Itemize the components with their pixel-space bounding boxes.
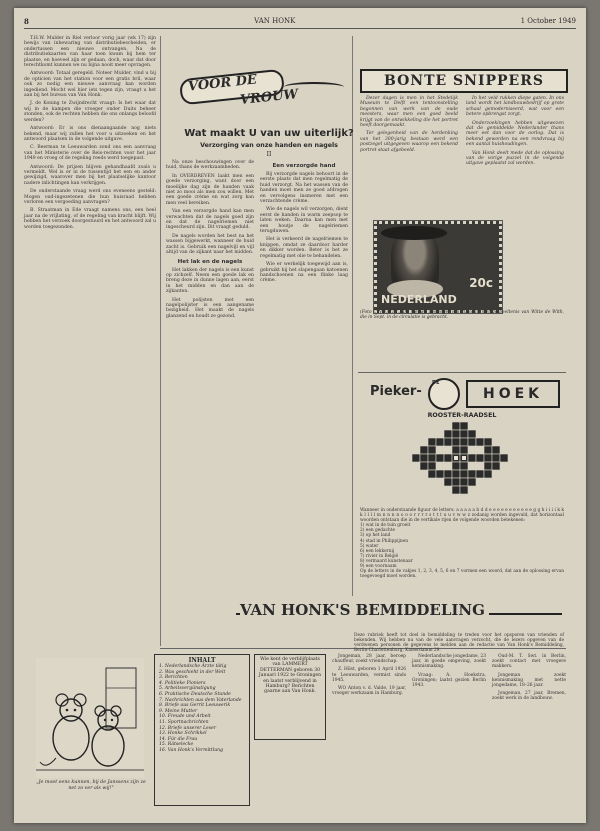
bemiddeling-entry: Z. Hilst, geboren 1 April 1926 te Leeuwarden, vermist sinds 1945. xyxy=(332,667,406,683)
contents-item: 8. Briefe aus Gerrit Leeuwerik xyxy=(159,703,231,709)
bonte-column-1 xyxy=(360,96,458,216)
contents-item: 12. Briefe unserer Leser xyxy=(159,725,217,731)
puzzle-clue: 4) stad in Philippijnen xyxy=(360,538,408,544)
left-paragraph: B. Straatman in Ede vraagt namens ons, een heel jaar na de vrijlating, of de regeling van kracht blijft. Wij hebben het verzoek doorgestuurd en het antwoord zal u worden toegezonden. xyxy=(24,208,156,230)
article-paragraph: Bij verzorgde nagels behoort in de eerste plaats dat men regelmatig de huid verzorgt. Na het wassen van de handen moet men ze goed afdrogen en vervolgens insmeren met een verzachtende crème. xyxy=(260,172,348,205)
logo-line-1: VOOR DE xyxy=(187,72,258,95)
puzzle-footer: Op de letters in de vakjes 1, 2, 3, 4, 5, 6 en 7 vormen een woord, dat aan de oplossing ervan toegevoegd moet worden. xyxy=(360,569,564,580)
article-column-2 xyxy=(260,160,348,646)
bemiddeling-entry: Nederlandsche jongedame, 23 jaar, in goede omgeving, zoekt kennismaking. xyxy=(412,654,486,670)
article-paragraph: In OVERDREVEN laakt men een goede verzorging, want door een moeilijke dag zijn de handen vaak niet zo mooi als men zou willen. Met een goede crème en wat zorg kan men veel bereiken. xyxy=(166,173,254,206)
puzzle-clue: 8) vermaard kunstenaar xyxy=(360,558,413,564)
bemiddeling-intro xyxy=(354,633,564,653)
contents-item: 15. Rätselecke xyxy=(159,742,194,748)
newspaper-page xyxy=(14,8,586,823)
bemiddeling-banner xyxy=(236,599,566,631)
puzzle-clue: 2) een gedachte xyxy=(360,528,396,534)
issue-date: 1 October 1949 xyxy=(520,17,576,25)
contents-item: 3. Berichten xyxy=(159,675,188,681)
mice-cartoon xyxy=(36,658,144,778)
left-paragraph: Antwoord: De prijzen blijven gehandhaafd zoals u vermeldt. Wel is er in de tussentijd het een en ander gewijzigd, waarover men bij het plaatselijke kantoor nadere inlichtingen kan verkrijgen. xyxy=(24,164,156,186)
contents-item: 9. Meine Mutter xyxy=(159,708,198,714)
left-paragraph: J. de Koning te Zwijndrecht vraagt: Is het waar dat wij in de kampen die vroeger onder Duits beheer stonden, ook de rechten hebben die ons onlangs beloofd werden? xyxy=(24,101,156,123)
bonte-paragraph: Ter gelegenheid van de herdenking van het 300-jarig bestaan werd een postzegel uitgegeven waarop een bekend portret staat afgebeeld. xyxy=(360,131,458,153)
logo-line-2: VROUW xyxy=(239,87,299,108)
rooster-puzzle-grid xyxy=(410,422,510,506)
bemiddeling-entry: Vraag: A. Hoekstra, Groningen; laatst gezien Berlin 1943. xyxy=(412,672,486,689)
pieker-badge-text: DE xyxy=(432,380,440,386)
bonte-paragraph: In het veld rukken diepe gaten. In ons land wordt het landbouwbedrijf op grote schaal gemoderniseerd, wat voor een betere opbrengst zorgt. xyxy=(466,96,564,118)
page-number: 8 xyxy=(24,16,29,26)
article-title: Wat maakt U van uw uiterlijk? xyxy=(184,128,354,139)
bemiddeling-entry: WO Anton v. d. Valde, 19 jaar, vroeger werkzaam in Hamburg. xyxy=(332,686,406,697)
cartoon-caption: „Je moet eens kunnen, bij de Janssens zijn ze net zo ver als wij!" xyxy=(36,780,146,791)
puzzle-clue: 6) een lekkernij xyxy=(360,548,395,554)
bemiddeling-column-1 xyxy=(332,654,406,814)
article-part-number: II xyxy=(266,151,272,158)
contents-item: 16. Van Honk's Vermittlung xyxy=(159,747,224,753)
bemiddeling-column-3 xyxy=(492,654,566,814)
bemiddeling-entry: Oud-M. T. Swt. in Berlin, zoekt contact met vroegere makkers. xyxy=(492,654,566,670)
article-paragraph: Het is verkeerd de nagelriemen te knippen, omdat ze daardoor harder en dikker worden. Beter is het ze regelmatig met olie te behandelen. xyxy=(260,237,348,259)
bemiddeling-entry: Jongeman zoekt kennismaking met nette jongedame, 18–26 jaar. xyxy=(492,672,566,689)
column-rule xyxy=(352,36,353,596)
bemiddeling-intro-text: Deze rubriek heeft tot doel in bemiddeling te treden voor het opsporen van vrienden of bekenden. Wij hebben nu van de vele aanvragen verzocht, die de lezers opgeven van de verdwenen personen de gegevens te melden aan de redactie van Van Honk's Bemiddeling, Beriin-Charlottenburg, Kaiserdamm 29. xyxy=(354,633,564,653)
column-rule xyxy=(160,36,161,646)
contents-item: 2. Was geschieht in der Welt xyxy=(159,669,226,675)
article-subtitle: Verzorging van onze handen en nagels xyxy=(200,142,338,149)
puzzle-instructions xyxy=(360,508,564,594)
voor-de-vrouw-logo xyxy=(174,68,354,110)
article-paragraph: Van een verzorgde hand kan men verwachten dat de nagels goed zijn en dat de nagelriemen niet ingescheurd zijn. Dit vraagt geduld. xyxy=(166,209,254,231)
left-column xyxy=(24,36,156,642)
postage-stamp-image xyxy=(374,221,502,313)
stamp-value: 20c xyxy=(469,276,493,290)
article-paragraph: Het polijsten met een nagelpolijster is een aangename bezigheid. Het maakt de nagels glanzend en houdt ze gezond. xyxy=(166,297,254,319)
contents-item: 1. Nederlandsche Ärzte tätig xyxy=(159,664,227,669)
masthead: VAN HONK xyxy=(254,17,296,25)
section-rule xyxy=(358,372,566,373)
contents-item: 11. Sportnachrichten xyxy=(159,719,209,725)
contents-item: 13. Honke Schrikkel xyxy=(159,731,207,737)
left-paragraph: T.H.W. Mulder in Riel verloor vorig jaar (wk 17) zijn bewijs van inbewaring van distributiebescheiden, er ondertussen een nieuwe ontvangen. Na de distributiekaarten van haar toen kwam bij hem ter plaatse, en hoeveel zijn er gedaan, doch, waar dat door terechtkomt kunnen we nu bijna nooit meer opvragen. xyxy=(24,36,156,69)
bonte-snippers-heading: BONTE SNIPPERS xyxy=(360,69,568,93)
contents-heading: INHALT xyxy=(188,657,216,664)
left-paragraph: Antwoord: Er is ons dienaangaande nog niets bekend, maar wij zullen het voor u uitzoeken en het antwoord plaatsen in de volgende uitgave. xyxy=(24,126,156,142)
bemiddeling-heading: VAN HONK'S BEMIDDELING xyxy=(240,601,489,619)
pieker-label: Pieker- xyxy=(370,384,422,399)
puzzle-clue: 3) op het land xyxy=(360,533,391,539)
missing-person-ad: Wie kent de verblijfplaats van LAMMERT DETTERMAN geboren 30 Januari 1922 te Groningen en laatst verblijvend in Hamburg? Berichten gaarne aan Van Honk. xyxy=(254,654,326,740)
bemiddeling-entry: Jongeman, 28 jaar, beroep chauffeur, zoekt vriendschap. xyxy=(332,654,406,665)
article-paragraph: De nagels worden het best na het wassen bijgewerkt, wanneer de huid zacht is. Gebruik een nagelvijl en vijl altijd van de zijkant naar het midden. xyxy=(166,233,254,256)
contents-item: 6. Praktische Deutsche Stunde xyxy=(159,691,231,697)
puzzle-clue: 1) wat in de tuin groeit xyxy=(360,523,411,529)
portrait-hat xyxy=(381,226,447,240)
table-of-contents xyxy=(154,654,250,806)
left-paragraph: Antwoord: Totaal geregeld. Noteer Mulder, vind u bij de opticien van het station voor een gratis bril, waar ook zo nodig een nieuwe aanvraag kan worden ingediend. Mocht wel hier iets tegen zijn, vraagt u het aan bij het bureau van Van Honk. xyxy=(24,71,156,99)
bonte-paragraph: Dezer dagen is men in het Stedelijk Museum te Delft een tentoonstelling begonnen van werk van de oude meesters, waar men een goed beeld krijgt van de ontwikkeling die het portret heeft doorgemaakt. xyxy=(360,96,458,129)
article-paragraph: Het lakken der nagels is een kunst op zichzelf. Neem een goede lak en breng deze in dunne lagen aan, eerst in het midden en dan aan de zijkanten. xyxy=(166,267,254,295)
left-paragraph: C. Beerman te Leeuwarden zond ons een aanvraag van het Ministerie over de Reis-rechten voor het jaar 1949 en vroeg of de regeling reeds werd toegepast. xyxy=(24,145,156,162)
contents-item: 5. Arbeitsvergünstigung xyxy=(159,686,216,692)
stamp-caption: (Foto C.N.F./P.T.T.) De nieuwe postzegel van 20 cent, met de beeltenis van Witte de With, die in Sept. in de circulatie is gebracht. xyxy=(360,310,564,321)
bonte-paragraph: Van Honk deelt mede dat de oplossing van de vorige puzzel in de volgende uitgave geplaatst zal worden. xyxy=(466,150,564,167)
article-subhead: Het lak en de nagels xyxy=(177,258,243,265)
article-paragraph: Wie er werkelijk toegewijd aan is, gebruikt bij het slapengaan katoenen handschoenen na een flinke laag crème. xyxy=(260,262,348,284)
stamp-country: NEDERLAND xyxy=(381,293,457,306)
bonte-paragraph: Onderzoekingen hebben uitgewezen dat de gemiddelde Nederlander thans meer eet dan voor de oorlog. Dat is bekend geworden na een rondvraag bij een aantal huishoudingen. xyxy=(466,120,564,148)
article-paragraph: Na onze beschouwingen over de huid, thans de werkzaamheden. xyxy=(166,160,254,171)
bemiddeling-column-2 xyxy=(412,654,486,814)
article-column-1 xyxy=(166,160,254,646)
contents-item: 14. Für die Frau xyxy=(159,736,198,742)
puzzle-title: ROOSTER-RAADSEL xyxy=(427,412,497,419)
puzzle-clue: 9) een voornaam xyxy=(360,564,397,570)
contents-item: 4. Politieke Pioniers xyxy=(159,680,206,686)
left-paragraph: De onderstaande vraag werd ons eveneens gesteld: Mogen oud-ingezetenen die hun huisraad hebben verloren een vergoeding aanvragen? xyxy=(24,189,156,205)
article-paragraph: Wie de nagels wil verzorgen, dient eerst de handen in warm zeepsop te laten weken. Daarna kan men met een houtje de nagelriemen terugduwen. xyxy=(260,207,348,235)
contents-item: 7. Nachrichten aus dem Vaterlande xyxy=(159,697,242,703)
puzzle-clue: 7) rivier in België xyxy=(360,553,399,559)
bemiddeling-entry: Jongeman, 27 jaar, Bremen, zoekt werk in de landbouw. xyxy=(492,691,566,702)
puzzle-instructions-text: Wanneer in onderstaande figuur de letters: a a a a a b d d e e e e e e e e e e e g g h i i i i k k k l l l l m n n n n o o o r r r r s t t t u u v w w z zodanig worden ingevuld, dat horizontaal woorden ontstaan die in de vertikale rijen de volgende woorden betekenen: xyxy=(360,508,564,524)
contents-item: 10. Freude und Arbeit xyxy=(159,714,211,720)
pieker-hoek-banner xyxy=(370,378,556,406)
running-header xyxy=(24,14,576,29)
logo-swirl xyxy=(284,82,344,92)
article-subhead: Een verzorgde hand xyxy=(272,163,336,169)
hoek-label: HOEK xyxy=(466,380,560,408)
puzzle-clue: 5) water xyxy=(360,543,379,549)
